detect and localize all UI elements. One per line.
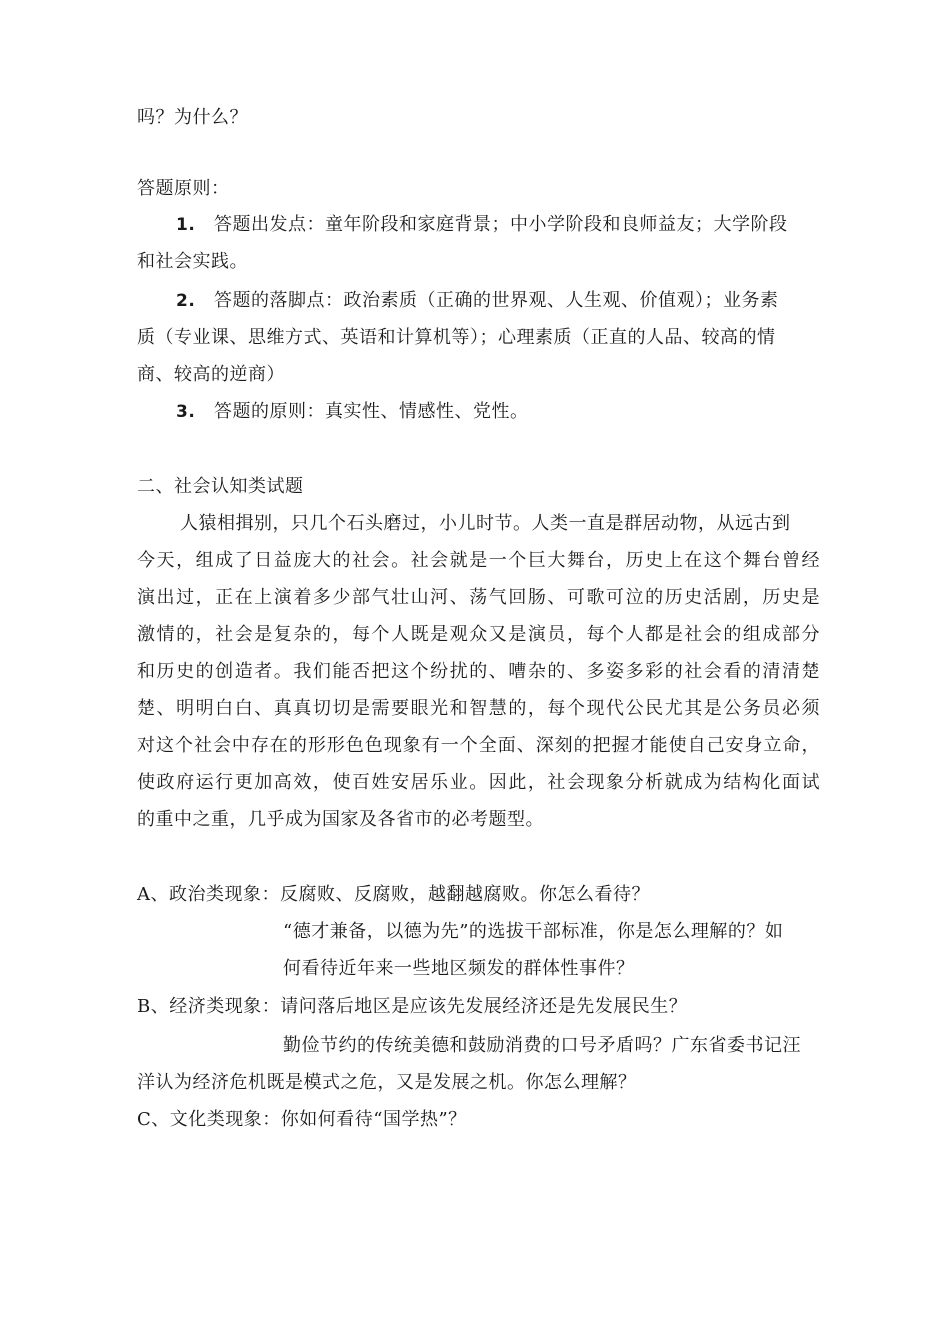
section-2-para-line-9: 的重中之重，几乎成为国家及各省市的必考题型。: [137, 809, 544, 830]
principle-number-1: 1.: [176, 215, 196, 235]
principle-text-1-cont: 和社会实践。: [137, 251, 248, 272]
principle-text-2: 答题的落脚点：政治素质（正确的世界观、人生观、价值观）；业务素: [214, 290, 779, 311]
category-a-line-3: 何看待近年来一些地区频发的群体性事件？: [283, 958, 635, 979]
principle-text-3: 答题的原则：真实性、情感性、党性。: [214, 401, 529, 422]
principle-item-2: [176, 289, 779, 313]
principle-text-2-cont2: 商、较高的逆商）: [137, 364, 285, 385]
continued-question-text: 吗？为什么？: [137, 107, 248, 128]
principles-heading: 答题原则：: [137, 178, 230, 199]
category-a-line-2: “德才兼备，以德为先”的选拔干部标准，你是怎么理解的？如: [283, 921, 784, 942]
principle-text-1: 答题出发点：童年阶段和家庭背景；中小学阶段和良师益友；大学阶段: [214, 214, 788, 235]
section-2-para-line-4: 激情的，社会是复杂的，每个人既是观众又是演员，每个人都是社会的组成部分: [137, 624, 820, 645]
principle-number-2: 2.: [176, 291, 196, 311]
section-2-para-line-7: 对这个社会中存在的形形色色现象有一个全面、深刻的把握才能使自己安身立命，: [137, 735, 820, 756]
section-2-para-line-3: 演出过，正在上演着多少部气壮山河、荡气回肠、可歌可泣的历史活剧，历史是: [137, 587, 820, 608]
category-b-line-1: B、经济类现象：请问落后地区是应该先发展经济还是先发展民生？: [137, 996, 688, 1017]
principle-number-3: 3.: [176, 402, 196, 422]
principle-item-1: [176, 213, 788, 237]
section-2-para-line-5: 和历史的创造者。我们能否把这个纷扰的、嘈杂的、多姿多彩的社会看的清清楚: [137, 661, 820, 682]
category-b-line-3: 洋认为经济危机既是模式之危，又是发展之机。你怎么理解？: [137, 1072, 637, 1093]
principle-item-3: [176, 400, 529, 424]
principle-text-2-cont: 质（专业课、思维方式、英语和计算机等）；心理素质（正直的人品、较高的情: [137, 327, 776, 348]
section-2-para-line-6: 楚、明明白白、真真切切是需要眼光和智慧的，每个现代公民尤其是公务员必须: [137, 698, 820, 719]
section-2-heading: 二、社会认知类试题: [137, 476, 304, 497]
section-2-para-line-8: 使政府运行更加高效，使百姓安居乐业。因此，社会现象分析就成为结构化面试: [137, 772, 820, 793]
section-2-para-line-2: 今天，组成了日益庞大的社会。社会就是一个巨大舞台，历史上在这个舞台曾经: [137, 550, 820, 571]
section-2-para-line-1: 人猿相揖别，只几个石头磨过，小儿时节。人类一直是群居动物，从远古到: [180, 513, 791, 534]
category-b-line-2: 勤俭节约的传统美德和鼓励消费的口号矛盾吗？广东省委书记汪: [283, 1035, 801, 1056]
category-c-line-1: C、文化类现象：你如何看待“国学热”？: [137, 1109, 467, 1130]
category-a-line-1: A、政治类现象：反腐败、反腐败，越翻越腐败。你怎么看待？: [137, 884, 650, 905]
